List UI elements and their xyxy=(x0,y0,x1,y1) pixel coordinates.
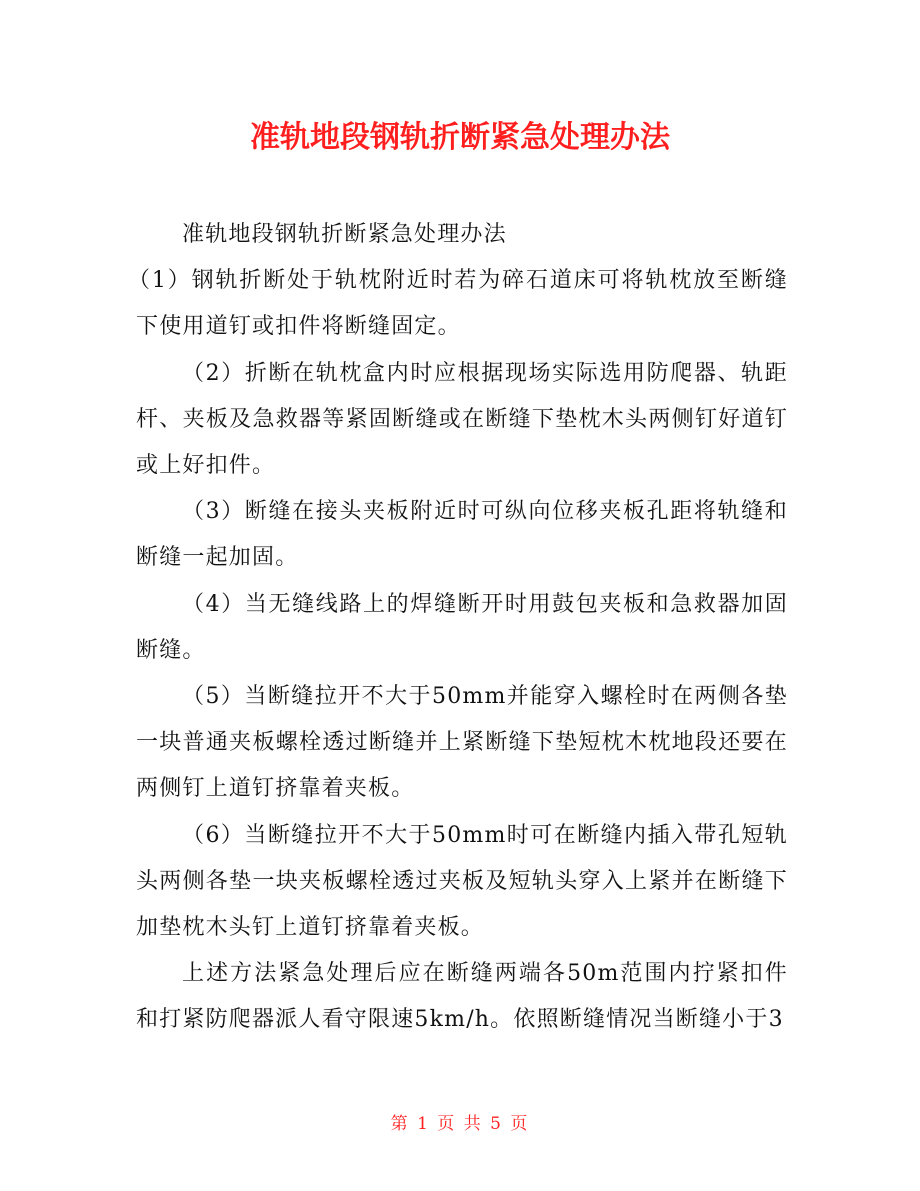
paragraph-summary: 上述方法紧急处理后应在断缝两端各50m范围内拧紧扣件和打紧防爬器派人看守限速5km/h。依照断缝情况当断缝小于3 xyxy=(136,961,788,1033)
document-body xyxy=(128,212,788,1044)
paragraph-item-6: （6）当断缝拉开不大于50mm时可在断缝内插入带孔短轨头两侧各垫一块夹板螺栓透过夹板及短轨头穿入上紧并在断缝下加垫枕木头钉上道钉挤靠着夹板。 xyxy=(136,822,788,941)
paragraph-item-4: （4）当无缝线路上的焊缝断开时用鼓包夹板和急救器加固断缝。 xyxy=(136,591,788,663)
paragraph-item-2: （2）折断在轨枕盒内时应根据现场实际选用防爬器、轨距杆、夹板及急救器等紧固断缝或在断缝下垫枕木头两侧钉好道钉或上好扣件。 xyxy=(136,360,788,479)
page-number-footer: 第 1 页 共 5 页 xyxy=(390,1114,530,1134)
paragraph-item-1: （1）钢轨折断处于轨枕附近时若为碎石道床可将轨枕放至断缝下使用道钉或扣件将断缝固定。 xyxy=(128,268,788,340)
paragraph-heading: 准轨地段钢轨折断紧急处理办法 xyxy=(182,222,507,247)
paragraph-item-5: （5）当断缝拉开不大于50mm并能穿入螺栓时在两侧各垫一块普通夹板螺栓透过断缝并上紧断缝下垫短枕木枕地段还要在两侧钉上道钉挤靠着夹板。 xyxy=(136,684,788,802)
paragraph-item-3: （3）断缝在接头夹板附近时可纵向位移夹板孔距将轨缝和断缝一起加固。 xyxy=(136,499,788,571)
document-title: 准轨地段钢轨折断紧急处理办法 xyxy=(250,120,670,155)
